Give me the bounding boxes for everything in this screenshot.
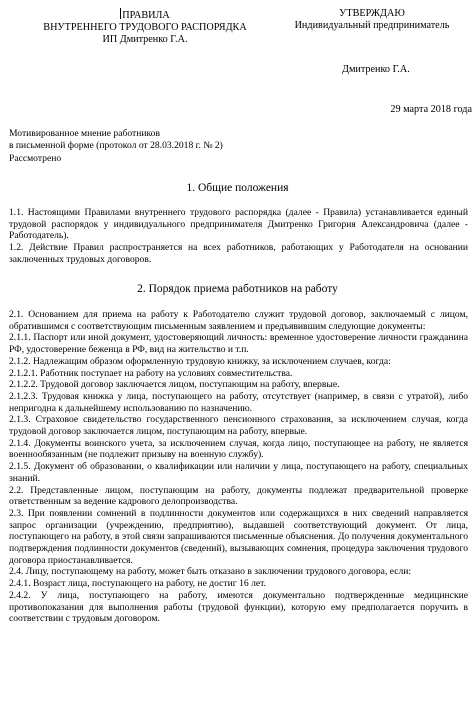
paragraph: 1.2. Действие Правил распространяется на всех работников, работающих у Работодателя на основании заключенных трудовых договоров. — [9, 242, 468, 265]
paragraph: 2.4.1. Возраст лица, поступающего на работу, не достиг 16 лет. — [9, 578, 267, 590]
paragraph: 1.1. Настоящими Правилами внутреннего трудового распорядка (далее - Правила) устанавливается единый трудовой распорядок у индивидуального предпринимателя Дмитренко Григория Александровича (далее - Работодатель). — [9, 207, 468, 242]
paragraph: 2.1.2. Надлежащим образом оформленную трудовую книжку, за исключением случаев, когда: — [9, 355, 391, 367]
approval-title: УТВЕРЖДАЮ — [339, 8, 405, 19]
motivation-line: Мотивированное мнение работников — [9, 128, 161, 139]
section-title: 2. Порядок приема работников на работу — [137, 283, 338, 295]
paragraph: 2.1.2.3. Трудовая книжка у лица, поступающего на работу, отсутствует (например, в связи с утратой), либо непригодна к дальнейшему использованию по назначению. — [9, 390, 468, 414]
rules-header — [30, 8, 260, 47]
paragraph: 2.4.2. У лица, поступающего на работу, имеются документально подтвержденные медицинские противопоказания для выполнения работы (трудовой функции), которую ему предполагается поручить в соответствии с трудовым договором. — [9, 589, 468, 625]
approval-position: Индивидуальный предприниматель — [294, 20, 450, 32]
paragraph: 2.3. При появлении сомнений в подлинности документов или содержащихся в них сведений направляется запрос организации (учреждению, предприятию), выдавшей соответствующий документ. От лица, поступающего на работу, в этой связи запрашиваются письменные объяснения. До получения документального подтверждения подлинности документов (сведений), вызывающих сомнения, процедура заключения трудового договора приостанавливается. — [9, 507, 468, 566]
paragraph: 2.1. Основанием для приема на работу к Работодателю служит трудовой договор, заключаемый с лицом, обратившимся с соответствующим письменным заявлением и предъявившим следующие документы: — [9, 309, 468, 332]
section-body — [9, 309, 468, 625]
motivation-block — [9, 128, 223, 165]
motivation-line: Рассмотрено — [9, 152, 62, 164]
document-date: 29 марта 2018 года — [390, 104, 472, 115]
rules-subtitle: ВНУТРЕННЕГО ТРУДОВОГО РАСПОРЯДКА — [43, 22, 247, 34]
motivation-line: в письменной форме (протокол от 28.03.2018 г. № 2) — [9, 140, 223, 152]
paragraph: 2.1.1. Паспорт или иной документ, удостоверяющий личность: временное удостоверение личности гражданина РФ, удостоверение беженца в РФ, вид на жительство и т.п. — [9, 332, 468, 356]
paragraph: 2.1.4. Документы воинского учета, за исключением случая, когда лицо, поступающее на работу, не является военнообязанным (не подлежит призыву на военную службу). — [9, 437, 468, 461]
approval-header — [272, 8, 472, 32]
paragraph: 2.1.3. Страховое свидетельство государственного пенсионного страхования, за исключением случая, когда трудовой договор заключается лицом, поступающим на работу, впервые. — [9, 414, 468, 438]
paragraph: 2.4. Лицу, поступающему на работу, может быть отказано в заключении трудового договора, если: — [9, 566, 412, 578]
rules-title: ПРАВИЛА — [122, 10, 170, 21]
paragraph: 2.1.5. Документ об образовании, о квалификации или наличии у лица, поступающего на работу, специальных знаний. — [9, 461, 468, 484]
paragraph: 2.1.2.1. Работник поступает на работу на условиях совместительства. — [9, 367, 293, 379]
approver-name: Дмитренко Г.А. — [342, 64, 410, 75]
rules-owner: ИП Дмитренко Г.А. — [102, 34, 188, 46]
paragraph: 2.1.2.2. Трудовой договор заключается лицом, поступающим на работу, впервые. — [9, 379, 340, 391]
paragraph: 2.2. Представленные лицом, поступающим на работу, документы подлежат предварительной проверке ответственным за ведение кадрового делопроизводства. — [9, 484, 468, 508]
section-body — [9, 207, 468, 266]
section-title: 1. Общие положения — [186, 182, 289, 194]
